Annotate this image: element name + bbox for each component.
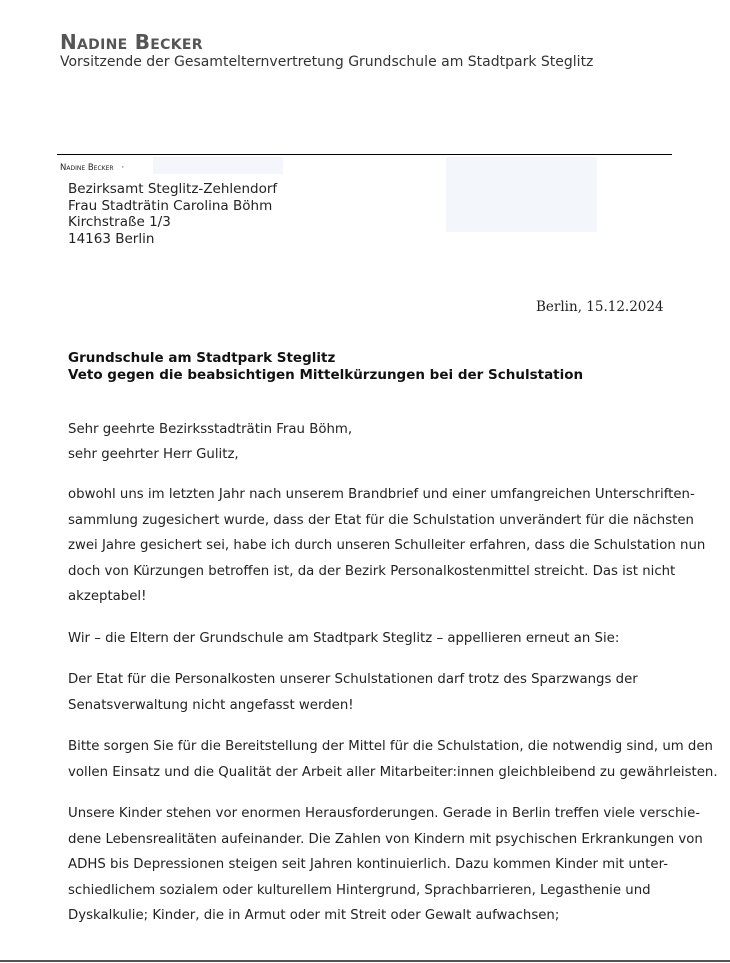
body-paragraph <box>68 482 706 610</box>
recipient-line: Bezirksamt Steglitz-Zehlendorf <box>68 181 278 197</box>
page-bottom-edge <box>0 960 730 962</box>
subject-line-2: Veto gegen die beabsichtigen Mittelkürzungen bei der Schulstation <box>68 367 584 383</box>
return-address-name: Nadine Becker <box>60 163 114 173</box>
body-line: doch von Kürzungen betroffen ist, da der Bezirk Personalkostenmittel streicht. Das ist nicht <box>68 563 676 579</box>
body-line: dene Lebensrealitäten aufeinander. Die Zahlen von Kindern mit psychischen Erkrankungen von <box>68 831 703 847</box>
recipient-line: Kirchstraße 1/3 <box>68 214 171 230</box>
body-line: Dyskalkulie; Kinder, die in Armut oder mit Streit oder Gewalt aufwachsen; <box>68 908 560 923</box>
body-line: schiedlichem sozialem oder kulturellem Hintergrund, Sprachbarrieren, Legasthenie und <box>68 882 651 898</box>
sender-role: Vorsitzende der Gesamtelternvertretung Grundschule am Stadtpark Steglitz <box>60 54 594 70</box>
body-line: obwohl uns im letzten Jahr nach unserem Brandbrief und einer umfangreichen Unterschriften- <box>68 487 695 502</box>
recipient-line: 14163 Berlin <box>68 230 155 247</box>
body-line: Bitte sorgen Sie für die Bereitstellung der Mittel für die Schulstation, die notwendig sind, um den <box>68 739 713 754</box>
recipient-address <box>68 181 277 247</box>
body-line: Der Etat für die Personalkosten unserer Schulstationen darf trotz des Sparzwangs der <box>68 672 638 687</box>
salutation-line-1: Sehr geehrte Bezirksstadträtin Frau Böhm, <box>68 422 353 437</box>
salutation-line-2: sehr geehrter Herr Gulitz, <box>68 447 239 462</box>
body-paragraph <box>68 734 718 785</box>
body-line: Senatsverwaltung nicht angefasst werden! <box>68 697 354 713</box>
body-line: vollen Einsatz und die Qualität der Arbeit aller Mitarbeiter:innen gleichbleibend zu gewährleisten. <box>68 764 718 780</box>
body-line: Unsere Kinder stehen vor enormen Herausforderungen. Gerade in Berlin treffen viele verschie- <box>68 806 701 821</box>
body-line: zwei Jahre gesichert sei, habe ich durch unseren Schulleiter erfahren, dass die Schulstation nun <box>68 538 706 553</box>
body-line: Wir – die Eltern der Grundschule am Stadtpark Steglitz – appellieren erneut an Sie: <box>68 630 620 646</box>
salutation <box>68 417 352 467</box>
body-line: sammlung zugesichert wurde, dass der Etat für die Schulstation unverändert für die nächsten <box>68 512 694 528</box>
redacted-info-block <box>446 157 597 232</box>
redacted-return-address <box>153 157 283 174</box>
subject-line-1: Grundschule am Stadtpark Steglitz <box>68 350 336 366</box>
subject-block <box>68 350 583 384</box>
letterhead-divider <box>57 154 672 155</box>
body-line: ADHS bis Depressionen steigen seit Jahren kontinuierlich. Dazu kommen Kinder mit unter- <box>68 857 668 872</box>
return-address-line <box>60 163 124 173</box>
recipient-line: Frau Stadträtin Carolina Böhm <box>68 197 273 214</box>
return-address-separator: · <box>121 163 125 173</box>
sender-name: Nadine Becker <box>60 30 203 54</box>
body-paragraph <box>68 626 673 652</box>
letter-body <box>68 482 718 945</box>
body-paragraph <box>68 801 703 929</box>
body-paragraph <box>68 667 673 718</box>
letter-date: Berlin, 15.12.2024 <box>536 299 664 315</box>
body-line: akzeptabel! <box>68 589 147 604</box>
